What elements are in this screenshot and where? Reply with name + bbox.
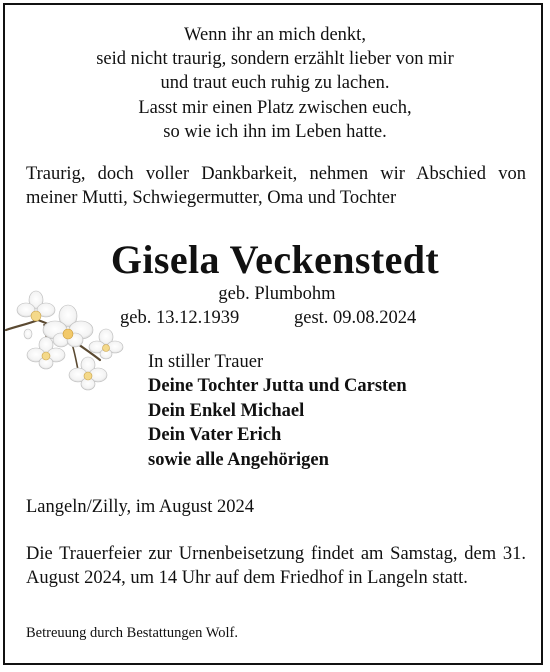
death-date: gest. 09.08.2024 xyxy=(294,308,417,328)
maiden-name: geb. Plumbohm xyxy=(218,284,336,304)
place-and-date: Langeln/Zilly, im August 2024 xyxy=(26,497,254,517)
mourner-entry: Deine Tochter Jutta und Carsten xyxy=(148,376,407,397)
birth-date: geb. 13.12.1939 xyxy=(120,308,240,328)
memorial-poem xyxy=(0,23,550,144)
poem-line: Wenn ihr an mich denkt, xyxy=(184,25,366,45)
ceremony-details: Die Trauerfeier zur Urnenbeisetzung findet am Samstag, dem 31. August 2024, um 14 Uhr auf dem Friedhof in Langeln statt. xyxy=(26,544,526,588)
mourner-entry: Dein Vater Erich xyxy=(148,425,282,446)
poem-line: und traut euch ruhig zu lachen. xyxy=(160,73,390,94)
mourner-entry: Dein Enkel Michael xyxy=(148,400,305,421)
undertaker-credit: Betreuung durch Bestattungen Wolf. xyxy=(26,625,238,641)
orchid-icon xyxy=(4,290,134,402)
poem-line: so wie ich ihn im Leben hatte. xyxy=(163,121,387,142)
mourners-list xyxy=(148,350,508,472)
poem-line: seid nicht traurig, sondern erzählt lieber von mir xyxy=(96,49,454,70)
mourner-entry: sowie alle Angehörigen xyxy=(148,449,329,470)
deceased-name: Gisela Veckenstedt xyxy=(110,237,440,282)
mourning-heading: In stiller Trauer xyxy=(148,352,264,372)
poem-line: Lasst mir einen Platz zwischen euch, xyxy=(138,97,412,118)
life-dates xyxy=(120,306,450,330)
farewell-text: Traurig, doch voller Dankbarkeit, nehmen wir Abschied von meiner Mutti, Schwiegermutter, Oma und Tochter xyxy=(26,164,526,208)
